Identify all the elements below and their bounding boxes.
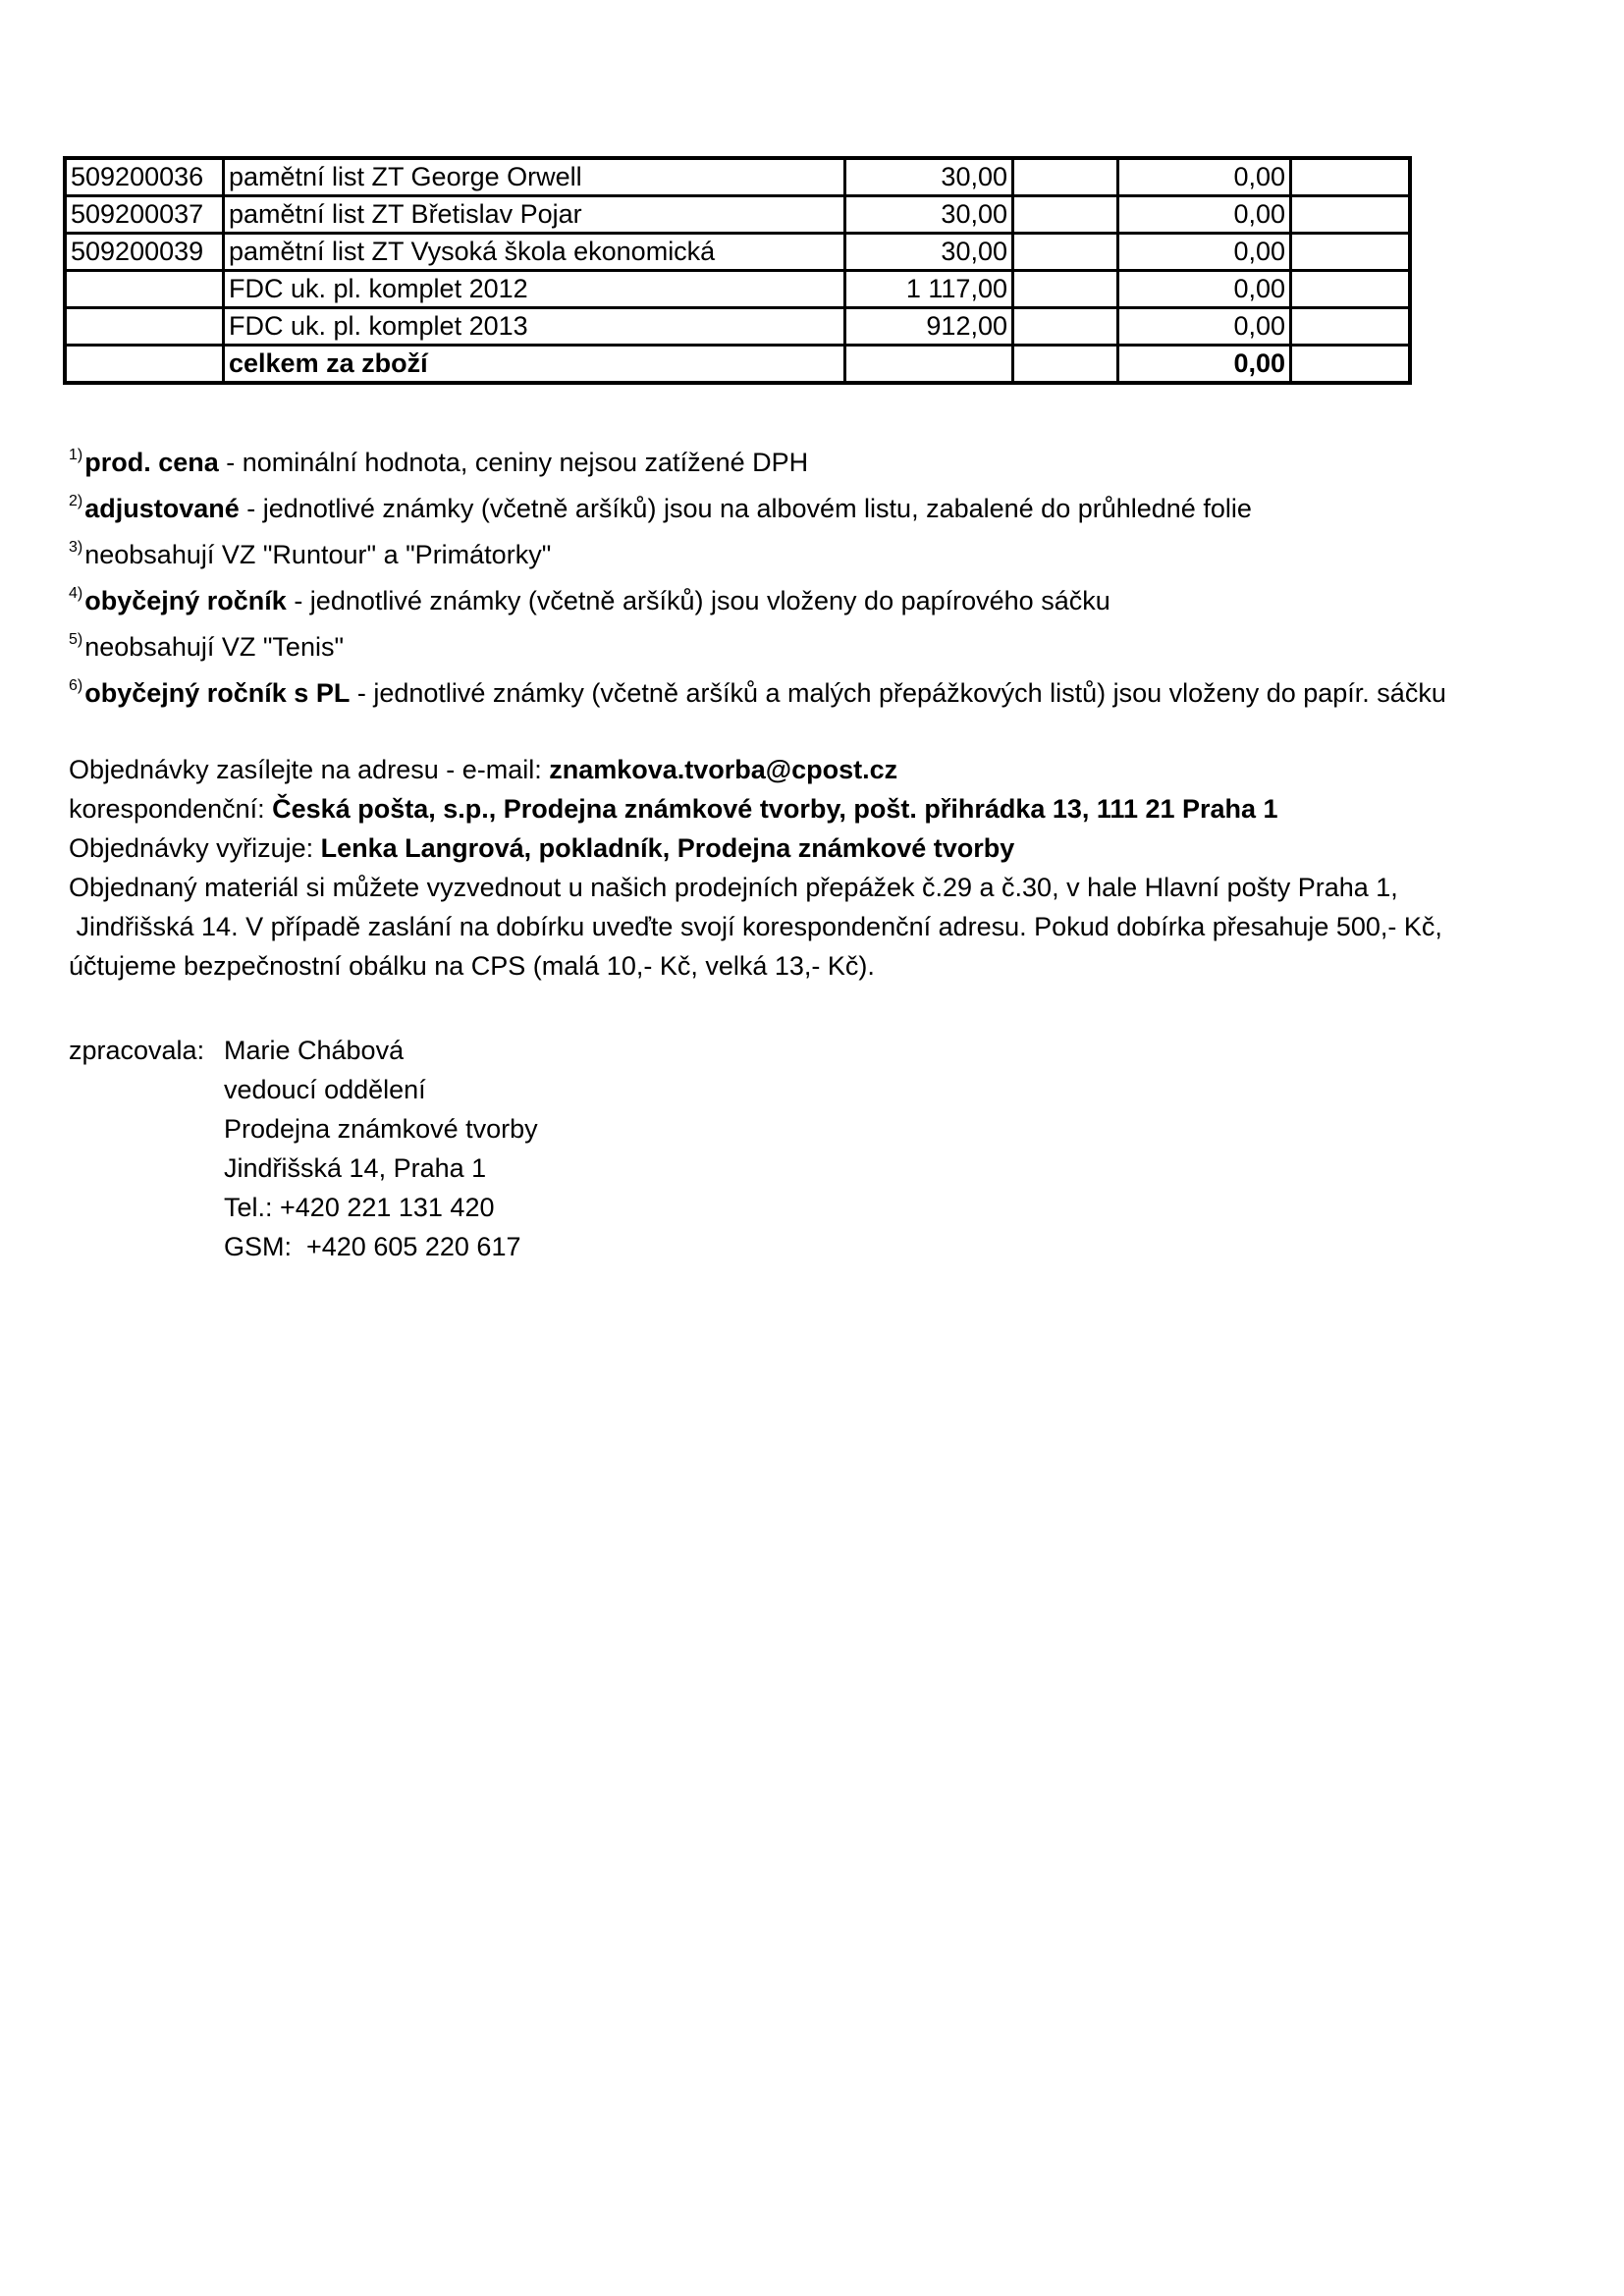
footnotes [69, 432, 1446, 709]
footnote-number: 4) [69, 585, 83, 602]
footnote-text: neobsahují VZ "Runtour" a "Primátorky" [84, 540, 552, 569]
item-total: 0,00 [1118, 234, 1291, 271]
item-code: 509200036 [65, 158, 224, 196]
signature-label: zpracovala: [69, 1036, 205, 1065]
footnote-term: prod. cena [84, 448, 219, 477]
item-total: 0,00 [1118, 271, 1291, 308]
footnote [69, 478, 1446, 524]
item-quantity [1013, 308, 1118, 346]
price-table [63, 156, 1412, 385]
pickup-line-3: účtujeme bezpečnostní obálku na CPS (malá 10,- Kč, velká 13,- Kč). [69, 951, 875, 981]
sum-total: 0,00 [1118, 346, 1291, 384]
item-quantity [1013, 234, 1118, 271]
pickup-line-2: Jindřišská 14. V případě zaslání na dobírku uveďte svojí korespondenční adresu. Pokud dobírka přesahuje 500,- Kč, [69, 912, 1442, 941]
item-extra [1291, 308, 1411, 346]
table-row [65, 308, 1410, 346]
signature-name: Marie Chábová [224, 1036, 405, 1065]
handler-name: Lenka Langrová, pokladník, Prodejna známkové tvorby [320, 833, 1015, 863]
sum-row [65, 346, 1410, 384]
signature-mobile: GSM: +420 605 220 617 [224, 1232, 521, 1261]
footnote-number: 1) [69, 447, 83, 463]
item-quantity [1013, 271, 1118, 308]
sum-extra [1291, 346, 1411, 384]
item-name: pamětní list ZT George Orwell [224, 158, 845, 196]
signature-department: Prodejna známkové tvorby [224, 1114, 538, 1144]
item-price: 912,00 [845, 308, 1013, 346]
item-extra [1291, 271, 1411, 308]
order-email-line [69, 750, 1442, 789]
footnote-number: 6) [69, 677, 83, 694]
footnote [69, 616, 1446, 663]
correspondence-prefix: korespondenční: [69, 794, 273, 824]
signature-address: Jindřišská 14, Praha 1 [224, 1153, 487, 1183]
item-total: 0,00 [1118, 158, 1291, 196]
item-price: 30,00 [845, 196, 1013, 234]
item-quantity [1013, 196, 1118, 234]
item-code [65, 308, 224, 346]
footnote-number: 3) [69, 539, 83, 556]
item-code: 509200037 [65, 196, 224, 234]
footnote-text: neobsahují VZ "Tenis" [84, 632, 345, 662]
footnote [69, 663, 1446, 709]
item-name: pamětní list ZT Břetislav Pojar [224, 196, 845, 234]
item-extra [1291, 158, 1411, 196]
sum-price [845, 346, 1013, 384]
footnote-text: - jednotlivé známky (včetně aršíků) jsou vloženy do papírového sáčku [286, 586, 1110, 615]
signature-role: vedoucí oddělení [224, 1075, 426, 1104]
footnote-number: 2) [69, 493, 83, 509]
sum-quantity [1013, 346, 1118, 384]
item-price: 1 117,00 [845, 271, 1013, 308]
sum-code [65, 346, 224, 384]
item-extra [1291, 196, 1411, 234]
item-name: pamětní list ZT Vysoká škola ekonomická [224, 234, 845, 271]
sum-label: celkem za zboží [224, 346, 845, 384]
footnote-text: - nominální hodnota, ceniny nejsou zatížené DPH [218, 448, 809, 477]
contact-info [69, 750, 1442, 986]
item-extra [1291, 234, 1411, 271]
item-price: 30,00 [845, 158, 1013, 196]
correspondence-line [69, 789, 1442, 828]
handler-line [69, 828, 1442, 868]
signature-phone: Tel.: +420 221 131 420 [224, 1193, 495, 1222]
footnote-text: - jednotlivé známky (včetně aršíků a malých přepážkových listů) jsou vloženy do papír. sáčku [350, 678, 1446, 708]
item-total: 0,00 [1118, 196, 1291, 234]
table-row [65, 234, 1410, 271]
footnote-number: 5) [69, 631, 83, 648]
order-email-prefix: Objednávky zasílejte na adresu - e-mail: [69, 755, 550, 784]
signature-block [69, 1031, 538, 1266]
item-name: FDC uk. pl. komplet 2012 [224, 271, 845, 308]
item-quantity [1013, 158, 1118, 196]
footnote-term: obyčejný ročník [84, 586, 287, 615]
item-code: 509200039 [65, 234, 224, 271]
footnote [69, 432, 1446, 478]
item-code [65, 271, 224, 308]
table-row [65, 196, 1410, 234]
footnote-term: obyčejný ročník s PL [84, 678, 351, 708]
item-price: 30,00 [845, 234, 1013, 271]
item-total: 0,00 [1118, 308, 1291, 346]
footnote [69, 570, 1446, 616]
correspondence-address: Česká pošta, s.p., Prodejna známkové tvorby, pošt. přihrádka 13, 111 21 Praha 1 [272, 794, 1278, 824]
table-row [65, 158, 1410, 196]
footnote-term: adjustované [84, 494, 240, 523]
signature-name-row [69, 1031, 538, 1070]
order-email: znamkova.tvorba@cpost.cz [549, 755, 898, 784]
handler-prefix: Objednávky vyřizuje: [69, 833, 321, 863]
item-name: FDC uk. pl. komplet 2013 [224, 308, 845, 346]
footnote-text: - jednotlivé známky (včetně aršíků) jsou na albovém listu, zabalené do průhledné folie [239, 494, 1252, 523]
table-row [65, 271, 1410, 308]
pickup-line-1: Objednaný materiál si můžete vyzvednout u našich prodejních přepážek č.29 a č.30, v hale Hlavní pošty Praha 1, [69, 873, 1398, 902]
footnote [69, 524, 1446, 570]
